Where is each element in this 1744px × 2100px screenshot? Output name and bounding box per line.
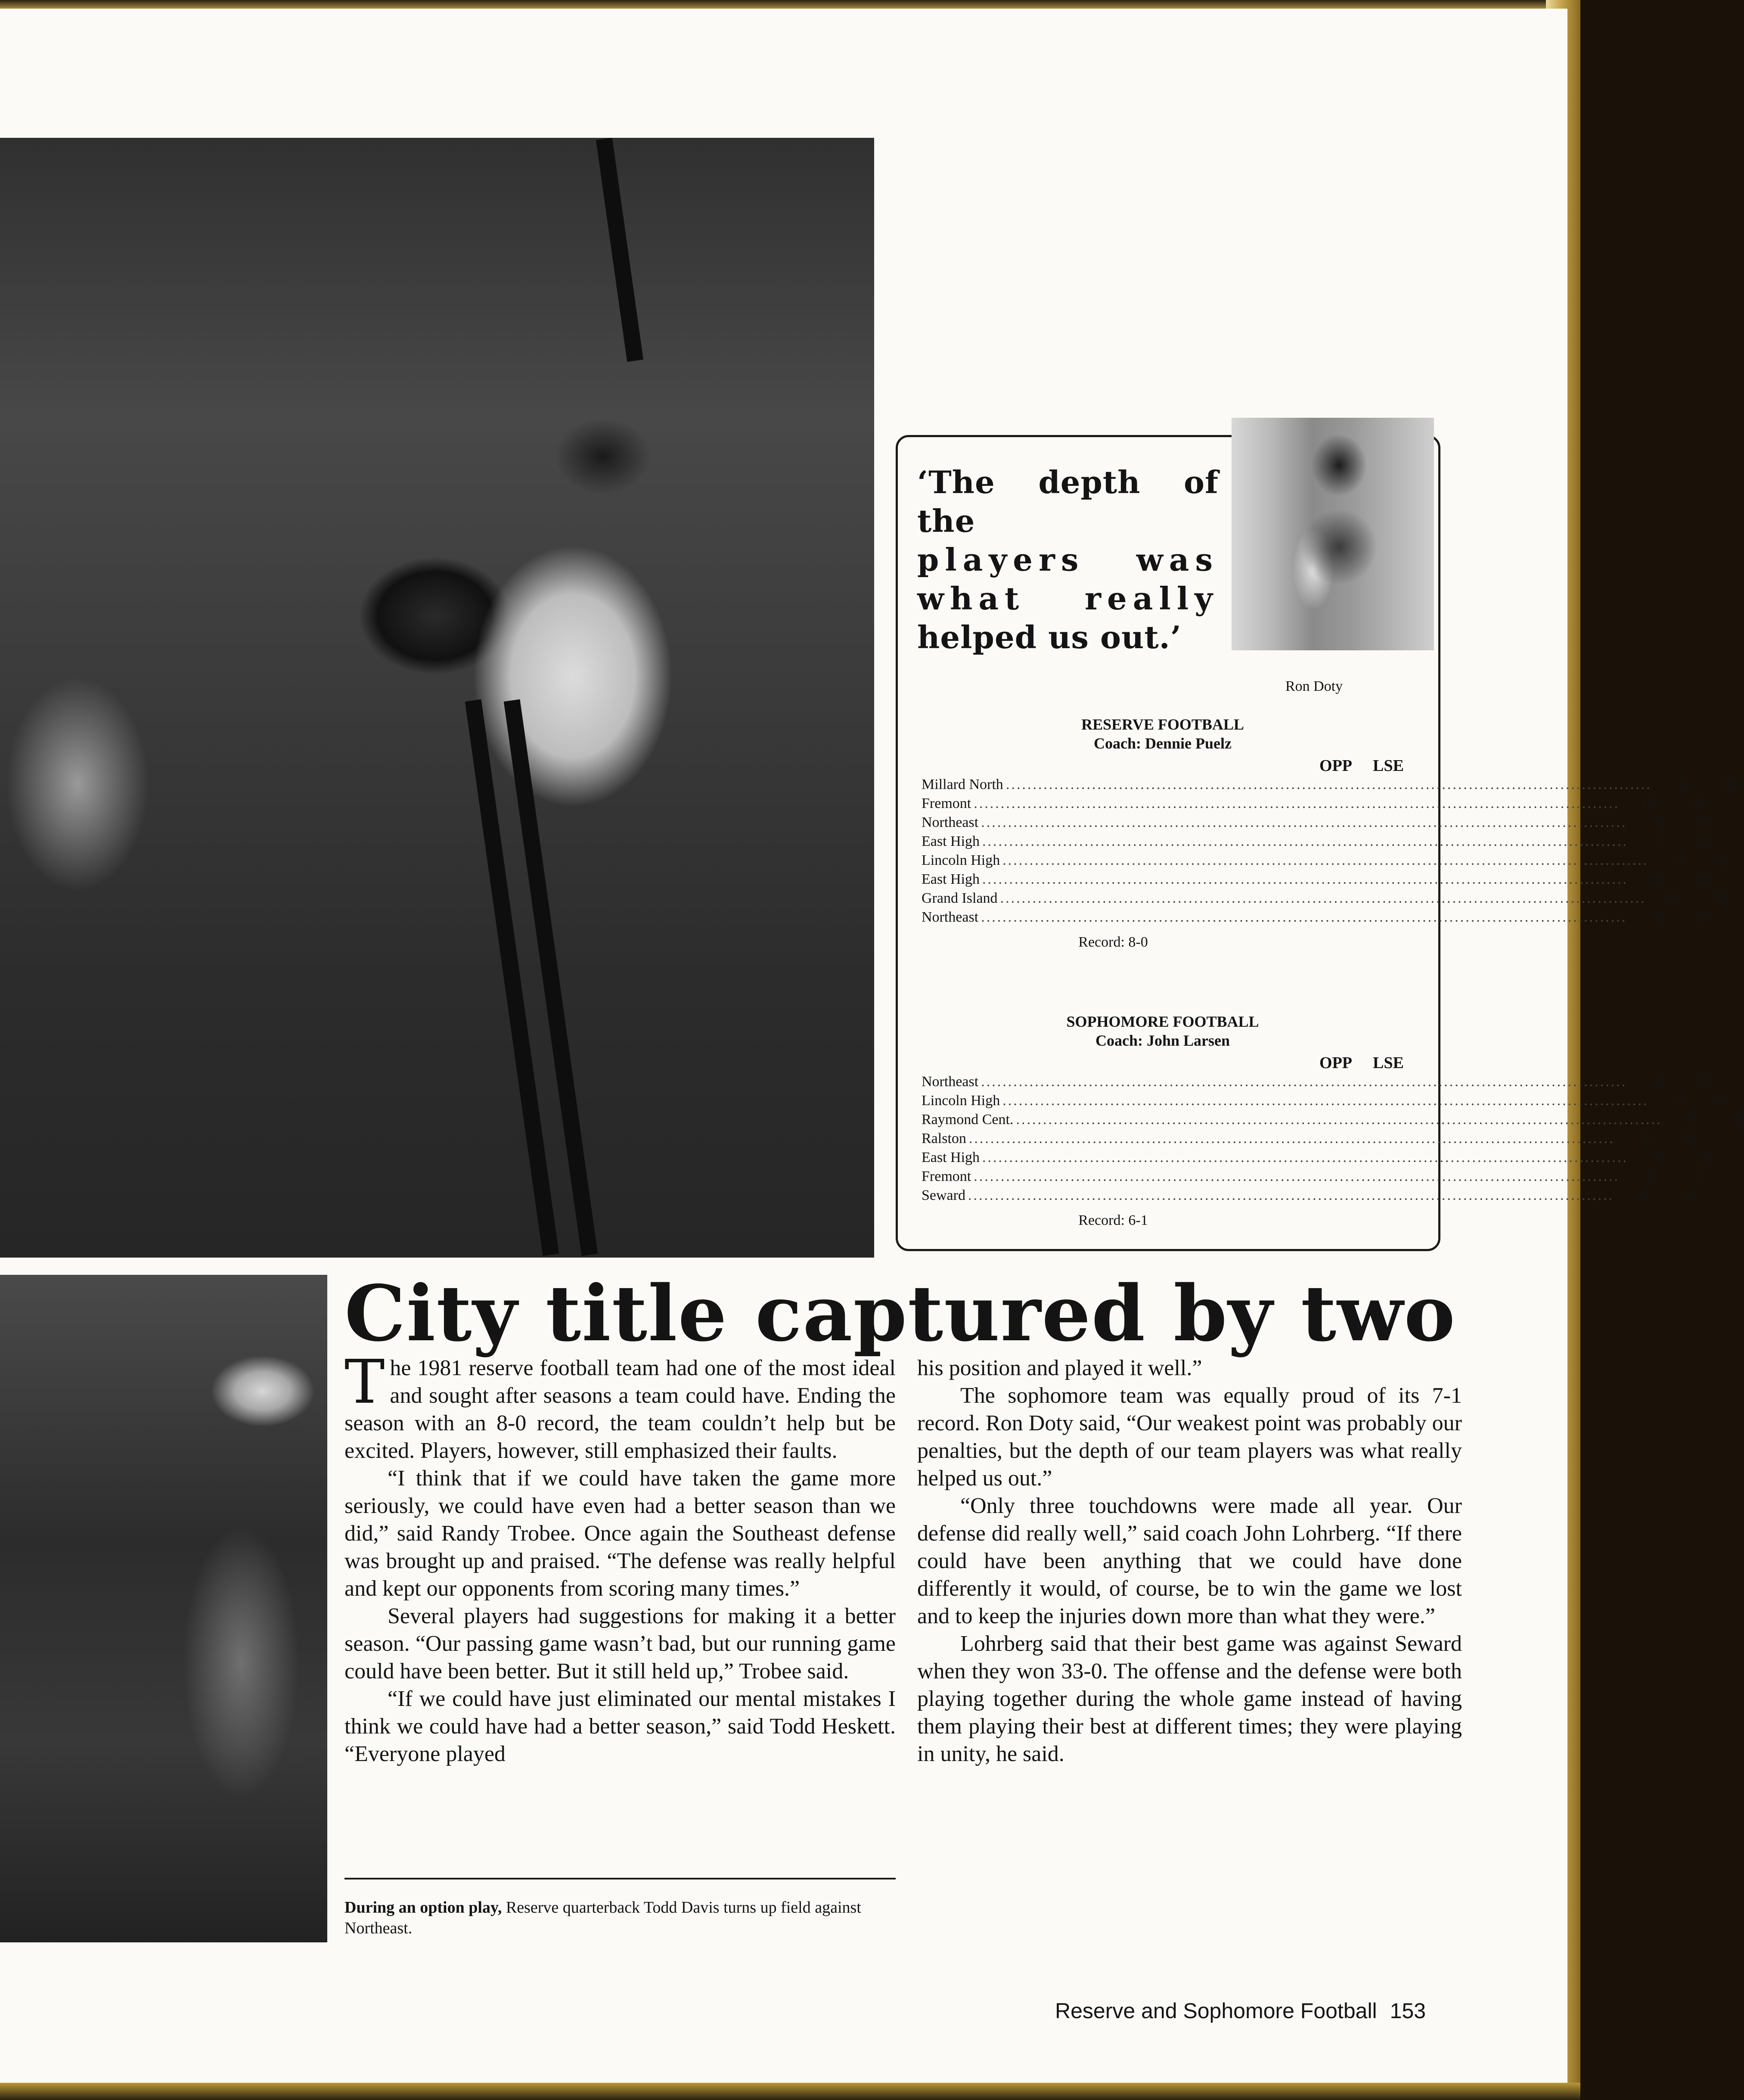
pull-quote-line: what really xyxy=(917,580,1219,617)
opp-score: 7 xyxy=(1656,833,1663,849)
reserve-football-table xyxy=(922,715,1734,952)
lse-score: 21 xyxy=(1696,833,1711,849)
opp-score: 0 xyxy=(1654,814,1662,830)
main-football-photo xyxy=(0,138,874,1258)
dot-leader: ........................................................................................................................ xyxy=(1002,1093,1649,1109)
lse-score: 40 xyxy=(1694,814,1710,830)
team-name: Grand Island xyxy=(922,890,998,906)
table-header xyxy=(922,1053,1404,1072)
lse-score: 7 xyxy=(1694,1168,1702,1184)
team-name: Fremont xyxy=(922,795,971,811)
dot-leader: ........................................................................................................................ xyxy=(974,795,1620,811)
table-row xyxy=(922,1167,1702,1186)
opp-score: 6 xyxy=(1679,777,1687,792)
table-row xyxy=(922,832,1711,851)
table-title: RESERVE FOOTBALL xyxy=(1081,716,1244,733)
opp-score: 6 xyxy=(1656,1149,1663,1165)
page-bottom-edge xyxy=(0,2083,1580,2100)
lse-score: 13 xyxy=(1696,1149,1711,1165)
team-name: East High xyxy=(922,871,980,887)
quarterback-photo xyxy=(0,1275,327,1942)
opp-score: 0 xyxy=(1647,1168,1655,1184)
dot-leader: ........................................................................................................................ xyxy=(982,871,1629,887)
lse-score: 27 xyxy=(1716,1093,1731,1109)
team-name: Lincoln High xyxy=(922,1093,1000,1109)
lse-score: 0 xyxy=(1737,1112,1744,1128)
lse-column-header: LSE xyxy=(1373,1054,1404,1072)
table-row xyxy=(922,1110,1744,1129)
photo-name-caption: Ron Doty xyxy=(1285,678,1343,694)
opp-score: 12 xyxy=(1666,890,1681,906)
caption-lead: During an option play, xyxy=(344,1898,502,1917)
footer-section-title: Reserve and Sophomore Football xyxy=(1055,1999,1377,2023)
lse-score: 33 xyxy=(1694,1074,1710,1090)
opp-score: 0 xyxy=(1676,1093,1684,1109)
table-row xyxy=(922,1186,1696,1205)
lse-score: 34 xyxy=(1682,1131,1697,1146)
dot-leader: ........................................................................................................................ xyxy=(1005,777,1652,792)
table-rows xyxy=(922,775,1734,927)
lse-score: 27 xyxy=(1694,909,1710,925)
dot-leader: ........................................................................................................................ xyxy=(982,1149,1629,1165)
opp-score: 6 xyxy=(1642,1131,1650,1146)
article-paragraph: The sophomore team was equally proud of its 7-1 record. Ron Doty said, “Our weakest point was probably our penalties, but the depth of our team players was what really helped us out.” xyxy=(917,1383,1462,1491)
team-name: Lincoln High xyxy=(922,852,1000,868)
team-name: East High xyxy=(922,833,980,849)
team-name: Millard North xyxy=(922,777,1003,792)
dot-leader: ........................................................................................................................ xyxy=(981,814,1627,830)
table-row xyxy=(922,870,1711,889)
lse-score: 21 xyxy=(1696,871,1711,887)
table-row xyxy=(922,851,1731,870)
dot-leader: ........................................................................................................................ xyxy=(968,1187,1614,1203)
team-name: Northeast xyxy=(922,909,979,925)
dot-leader: ........................................................................................................................ xyxy=(982,833,1629,849)
table-coach: Coach: Dennie Puelz xyxy=(1094,735,1232,752)
table-row xyxy=(922,794,1702,813)
dot-leader: ........................................................................................................................ xyxy=(1016,1112,1662,1128)
headline: City title captured by two xyxy=(344,1268,1456,1358)
opp-column-header: OPP xyxy=(1319,1054,1352,1072)
pull-quote-line: helped us out.’ xyxy=(917,619,1182,655)
pull-quote xyxy=(917,463,1219,657)
opp-score: 10 xyxy=(1640,795,1655,811)
ron-doty-photo xyxy=(1232,418,1434,650)
opp-column-header: OPP xyxy=(1319,757,1352,775)
lse-column-header: LSE xyxy=(1373,757,1404,775)
team-name: Ralston xyxy=(922,1131,966,1146)
article-column-1 xyxy=(344,1347,896,1768)
article-paragraph: Several players had suggestions for making it a better season. “Our passing game wasn’t bad, but our running game could have been better. But it still held up,” Trobee said. xyxy=(344,1604,896,1684)
table-row xyxy=(922,1129,1697,1148)
dot-leader: ........................................................................................................................ xyxy=(968,1131,1615,1146)
lse-score: 33 xyxy=(1681,1187,1696,1203)
photo-caption xyxy=(344,1897,896,1938)
team-name: Northeast xyxy=(922,1074,979,1090)
opp-score: 8 xyxy=(1689,1112,1697,1128)
opp-score: 13 xyxy=(1648,871,1663,887)
article-paragraph: Lohrberg said that their best game was against Seward when they won 33-0. The offense and the defense were both playing together during the whole game instead of having them playing their best at different times; they were playing in unity, he said. xyxy=(917,1631,1462,1766)
table-row xyxy=(922,775,1734,794)
article-column-2 xyxy=(917,1354,1462,1768)
article-paragraph-text: he 1981 reserve football team had one of the most ideal and sought after seasons a team could have. Ending the season with an 8-0 record, the team couldn’t help but be excited. Players, however, still emphasized their faults. xyxy=(344,1356,896,1463)
article-paragraph: “Only three touchdowns were made all year. Our defense did really well,” said coach John Lohrberg. “If there could have been anything that we could have done differently it would, of course, be to win the game we lost and to keep the injuries down more than what they were.” xyxy=(917,1494,1462,1628)
page-footer xyxy=(1055,1998,1426,2023)
table-row xyxy=(922,813,1710,832)
opp-score: 0 xyxy=(1654,909,1662,925)
drop-cap: T xyxy=(344,1347,385,1417)
dot-leader: ........................................................................................................................ xyxy=(1002,852,1649,868)
pull-quote-line: ‘The depth of the xyxy=(917,464,1219,539)
dot-leader: ........................................................................................................................ xyxy=(981,909,1627,925)
table-row xyxy=(922,1148,1711,1167)
article-paragraph: “If we could have just eliminated our mental mistakes I think we could have had a better season,” said Todd Heskett. “Everyone played xyxy=(344,1687,896,1766)
team-name: East High xyxy=(922,1149,980,1165)
lse-score: 13 xyxy=(1687,795,1702,811)
table-row xyxy=(922,889,1728,908)
season-record: Record: 8-0 xyxy=(1078,934,1148,950)
caption-divider xyxy=(344,1878,896,1879)
team-name: Fremont xyxy=(922,1168,971,1184)
season-record: Record: 6-1 xyxy=(1078,1212,1148,1228)
dot-leader: ........................................................................................................................ xyxy=(974,1168,1620,1184)
opp-score: 0 xyxy=(1654,1074,1662,1090)
dot-leader: ........................................................................................................................ xyxy=(1000,890,1646,906)
team-name: Northeast xyxy=(922,814,979,830)
article-paragraph xyxy=(344,1347,896,1465)
opp-score: 0 xyxy=(1676,852,1684,868)
dot-leader: ........................................................................................................................ xyxy=(981,1074,1627,1090)
table-row xyxy=(922,908,1710,927)
table-rows xyxy=(922,1072,1744,1205)
table-row xyxy=(922,1072,1710,1091)
article-paragraph: “I think that if we could have taken the game more seriously, we could have even had a better season than we did,” said Randy Trobee. Once again the Southeast defense was brought up and praised. “The defense was really helpful and kept our opponents from scoring many times.” xyxy=(344,1466,896,1601)
team-name: Raymond Cent. xyxy=(922,1112,1014,1128)
table-title: SOPHOMORE FOOTBALL xyxy=(1066,1013,1259,1030)
table-header xyxy=(922,756,1404,775)
pull-quote-line: players was xyxy=(917,541,1219,578)
article-paragraph: his position and played it well.” xyxy=(917,1356,1202,1380)
lse-score: 21 xyxy=(1716,852,1731,868)
table-coach: Coach: John Larsen xyxy=(1095,1032,1230,1049)
page-number: 153 xyxy=(1390,1999,1426,2023)
caption-text: Reserve quarterback Todd Davis turns up field against Northeast. xyxy=(344,1898,861,1937)
team-name: Seward xyxy=(922,1187,965,1203)
lse-score: 28 xyxy=(1713,890,1728,906)
sophomore-football-table xyxy=(922,1012,1744,1230)
lse-score: 28 xyxy=(1719,777,1734,792)
table-row xyxy=(922,1091,1731,1110)
opp-score: 0 xyxy=(1641,1187,1649,1203)
yearbook-page xyxy=(0,9,1744,2091)
